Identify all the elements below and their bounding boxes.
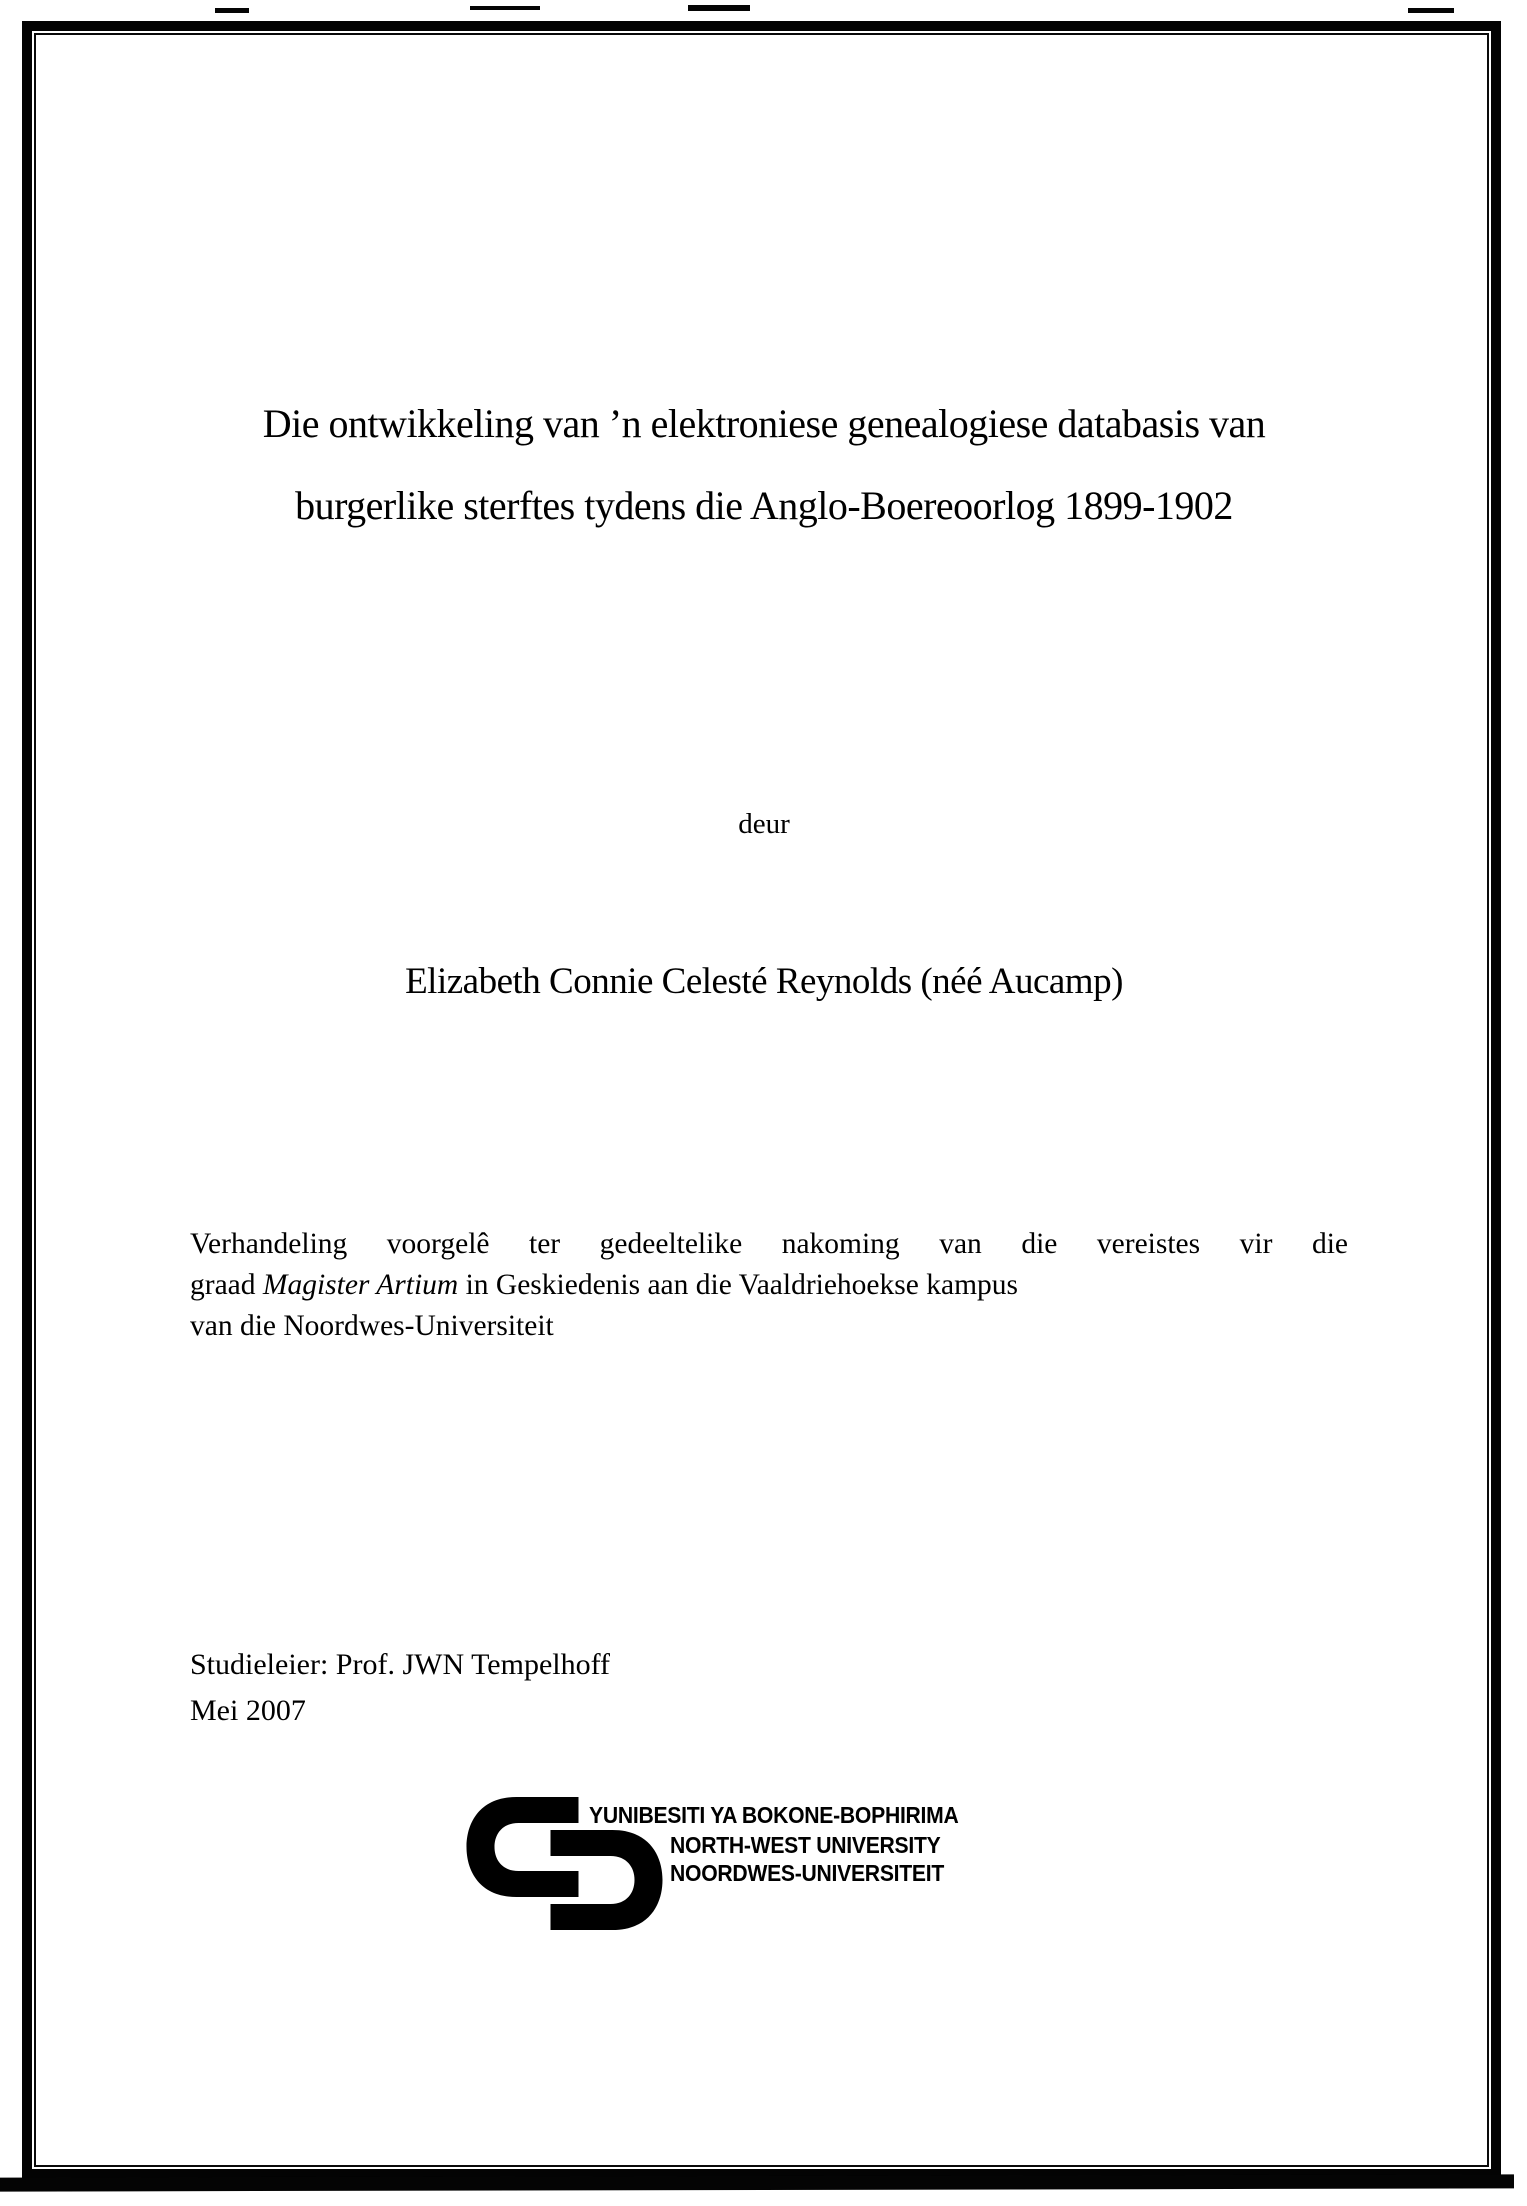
supervisor-line: Studieleier: Prof. JWN Tempelhoff [190,1648,611,1681]
scan-artifact [470,6,540,10]
statement-line-1: Verhandeling voorgelê ter gedeeltelike nakoming van die vereistes vir die [190,1228,1348,1260]
university-name-english: NORTH-WEST UNIVERSITY [670,1832,941,1858]
statement-line-2 [190,1265,1348,1306]
university-name-setswana: YUNIBESITI YA BOKONE-BOPHIRIMA [589,1802,959,1828]
author-name: Elizabeth Connie Celesté Reynolds (néé Aucamp) [405,961,1123,1002]
thesis-title-line-1: Die ontwikkeling van ’n elektroniese genealogiese databasis van [262,401,1266,446]
statement-degree-name: Magister Artium [262,1269,459,1301]
submission-statement [190,1224,1348,1347]
scan-artifact [1408,8,1454,13]
university-name-afrikaans: NOORDWES-UNIVERSITEIT [670,1860,945,1886]
supervisor-block [190,1642,1190,1734]
scan-artifact-bottom-edge [0,2174,1514,2191]
thesis-title-line-2: burgerlike sterftes tydens die Anglo-Boereoorlog 1899-1902 [295,483,1233,528]
scan-artifact [688,5,750,11]
scan-artifact [215,8,249,13]
byline-deur: deur [738,808,790,840]
statement-line-3: van die Noordwes-Universiteit [190,1310,554,1342]
date-line: Mei 2007 [190,1694,306,1727]
statement-line-2-suffix: in Geskiedenis aan die Vaaldriehoekse kampus [458,1269,1018,1301]
statement-line-2-prefix: graad [190,1269,263,1301]
